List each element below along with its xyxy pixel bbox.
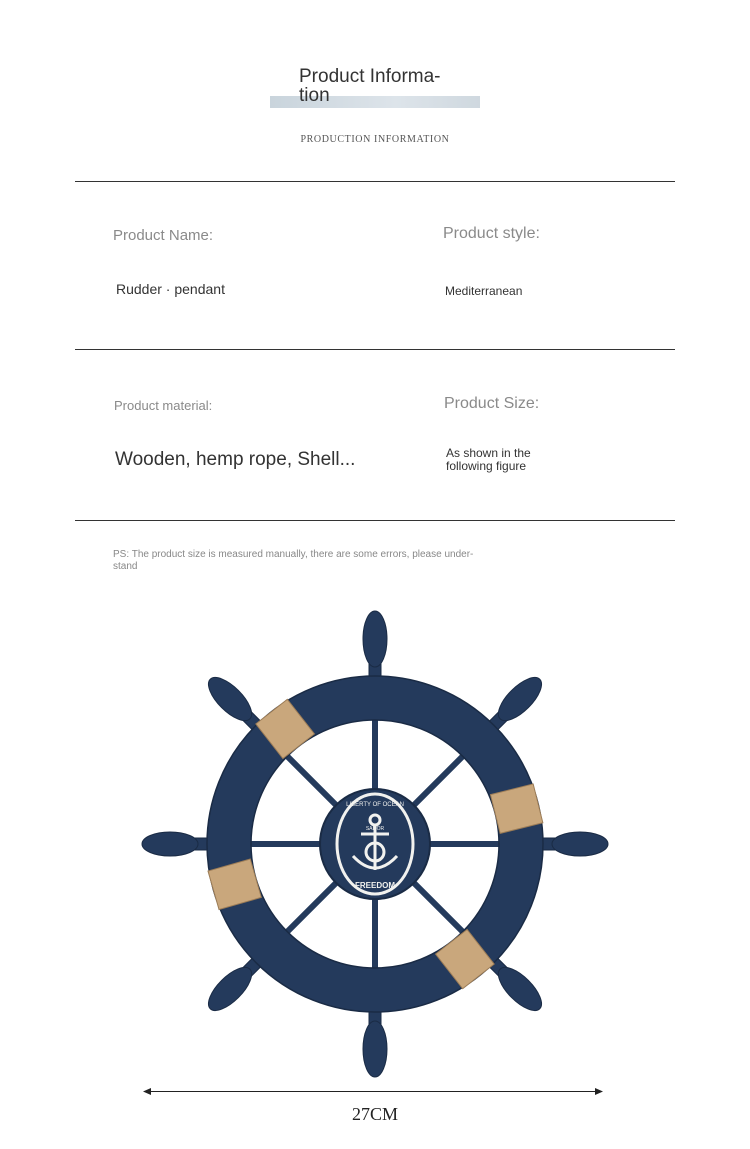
measurement-note bbox=[113, 549, 513, 573]
product-size-value-line-1: As shown in the bbox=[446, 446, 531, 460]
product-size-label: Product Size: bbox=[444, 395, 540, 412]
badge-mid-text: SAILOR bbox=[365, 826, 385, 832]
dimension-arrow-right-icon bbox=[595, 1087, 605, 1096]
product-style-value: Mediterranean bbox=[445, 284, 523, 298]
divider bbox=[75, 349, 675, 350]
dimension-line bbox=[147, 1091, 599, 1092]
product-style-label: Product style: bbox=[443, 225, 540, 242]
product-size-value-line-2: following figure bbox=[446, 459, 527, 473]
badge-bottom-text: FREEDOM bbox=[355, 881, 395, 890]
divider bbox=[75, 520, 675, 521]
measurement-note-line-1: PS: The product size is measured manually, there are some errors, please under- bbox=[113, 549, 474, 560]
measurement-note-line-2: stand bbox=[113, 561, 138, 572]
product-name-value: Rudder · pendant bbox=[116, 281, 225, 297]
product-size-value bbox=[446, 447, 531, 473]
divider bbox=[75, 181, 675, 182]
page-title-line-1: Product Informa- bbox=[299, 66, 441, 87]
badge-top-text: LIBERTY OF OCEAN bbox=[346, 802, 404, 808]
page-subtitle: PRODUCTION INFORMATION bbox=[300, 134, 450, 145]
product-name-label: Product Name: bbox=[113, 227, 214, 244]
dimension-arrow-left-icon bbox=[143, 1087, 153, 1096]
dimension-label: 27CM bbox=[351, 1104, 398, 1124]
ship-wheel-image bbox=[0, 600, 750, 1090]
page-title-line-2: tion bbox=[299, 85, 330, 106]
page-title bbox=[299, 67, 469, 105]
product-material-label: Product material: bbox=[114, 398, 213, 413]
product-material-value: Wooden, hemp rope, Shell... bbox=[115, 449, 356, 470]
